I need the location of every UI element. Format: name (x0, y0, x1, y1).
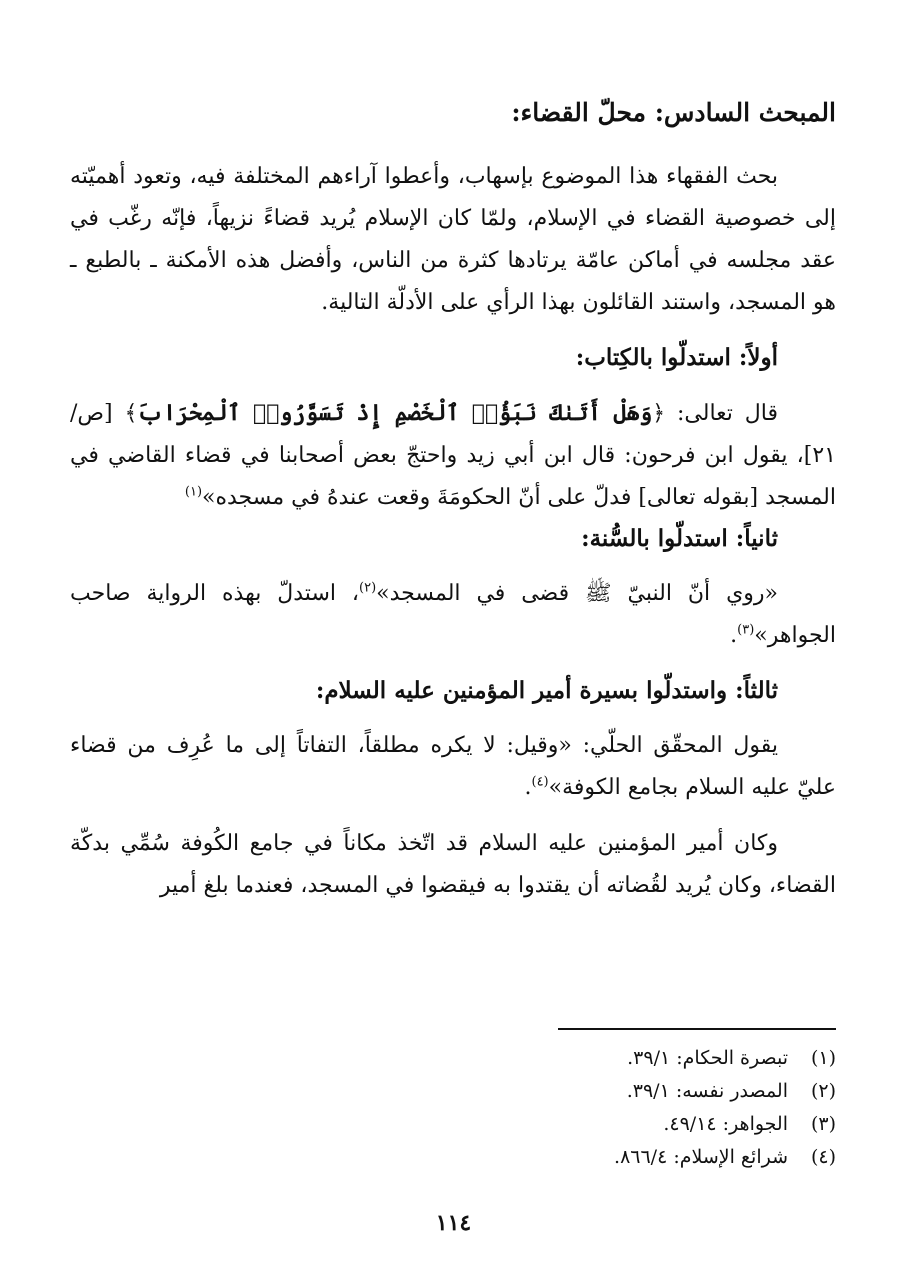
second-proof-end: . (730, 623, 738, 648)
third-proof-end: . (524, 775, 532, 800)
footnote-number: (٤) (810, 1146, 836, 1168)
first-proof-paragraph (70, 392, 836, 519)
first-proof-lead: قال تعالى: ﴿ (652, 401, 778, 426)
third-proof-paragraph (70, 725, 836, 809)
second-proof-body: ، استدلّ بهذه الرواية صاحب الجواهر» (70, 581, 836, 648)
footnote-text: المصدر نفسه: ٣٩/١. (626, 1080, 788, 1102)
second-proof-heading: ثانياً: استدلّوا بالسُّنة: (581, 525, 778, 552)
footnote-number: (٣) (810, 1113, 836, 1135)
quran-verse: وَهَلْ أَتَىٰكَ نَبَؤُا۟ ٱلْخَصْمِ إِذْ تَسَوَّرُوا۟ ٱلْمِحْرَابَ (137, 400, 653, 426)
footnote-item (416, 1075, 836, 1108)
footnote-number: (٢) (810, 1080, 836, 1102)
footnote-item (416, 1141, 836, 1174)
first-proof-heading: أولاً: استدلّوا بالكِتاب: (575, 344, 778, 371)
footnotes-list (416, 1042, 836, 1174)
first-proof-body: ﴾ [ص/ ٢١]، يقول ابن فرحون: قال ابن أبي زيد واحتجّ بعض أصحابنا في قضاء القاضي في المسجد [بقوله تعالى] فدلّ على أنّ الحكومَةَ وقعت عندهُ في مسجده» (70, 401, 836, 510)
footnote-ref-2[interactable]: (٢) (359, 580, 377, 596)
footnote-number: (١) (810, 1047, 836, 1069)
footnote-ref-1[interactable]: (١) (184, 484, 203, 500)
section-title: المبحث السادس: محلّ القضاء: (511, 98, 836, 127)
third-proof-heading: ثالثاً: واستدلّوا بسيرة أمير المؤمنين عليه السلام: (315, 677, 778, 704)
page-number: ١١٤ (435, 1210, 472, 1236)
hadith-quote: «روي أنّ النبيّ ﷺ قضى في المسجد» (376, 581, 778, 606)
footnote-item (416, 1042, 836, 1075)
page-body (70, 92, 836, 907)
footnote-text: تبصرة الحكام: ٣٩/١. (627, 1047, 788, 1069)
intro-paragraph: بحث الفقهاء هذا الموضوع بإسهاب، وأعطوا آراءهم المختلفة فيه، وتعود أهميّته إلى خصوصية القضاء في الإسلام، ولمّا كان الإسلام يُريد قضاءً نزيهاً، فإنّه رغّب في عقد مجلسه في أماكن عامّة يرتادها كثرة من الناس، وأفضل هذه الأمكنة ـ بالطبع ـ هو المسجد، واستند القائلون بهذا الرأي على الأدلّة التالية. (70, 164, 836, 315)
footnote-ref-4[interactable]: (٤) (531, 774, 549, 790)
footnote-text: الجواهر: ٤٩/١٤. (663, 1113, 788, 1135)
third-proof-body: يقول المحقّق الحلّي: «وقيل: لا يكره مطلقاً، التفاتاً إلى ما عُرِف من قضاء عليّ عليه السلام بجامع الكوفة» (70, 733, 836, 800)
second-proof-paragraph (70, 573, 836, 657)
footnote-text: شرائع الإسلام: ٨٦٦/٤. (614, 1146, 788, 1168)
footnote-item (416, 1108, 836, 1141)
footnote-ref-3[interactable]: (٣) (737, 622, 755, 638)
closing-paragraph: وكان أمير المؤمنين عليه السلام قد اتّخذ مكاناً في جامع الكُوفة سُمِّي بدكّة القضاء، وكان يُريد لقُضاته أن يقتدوا به فيقضوا في المسجد، فعندما بلغ أمير (70, 831, 836, 898)
footnote-divider (558, 1028, 836, 1030)
